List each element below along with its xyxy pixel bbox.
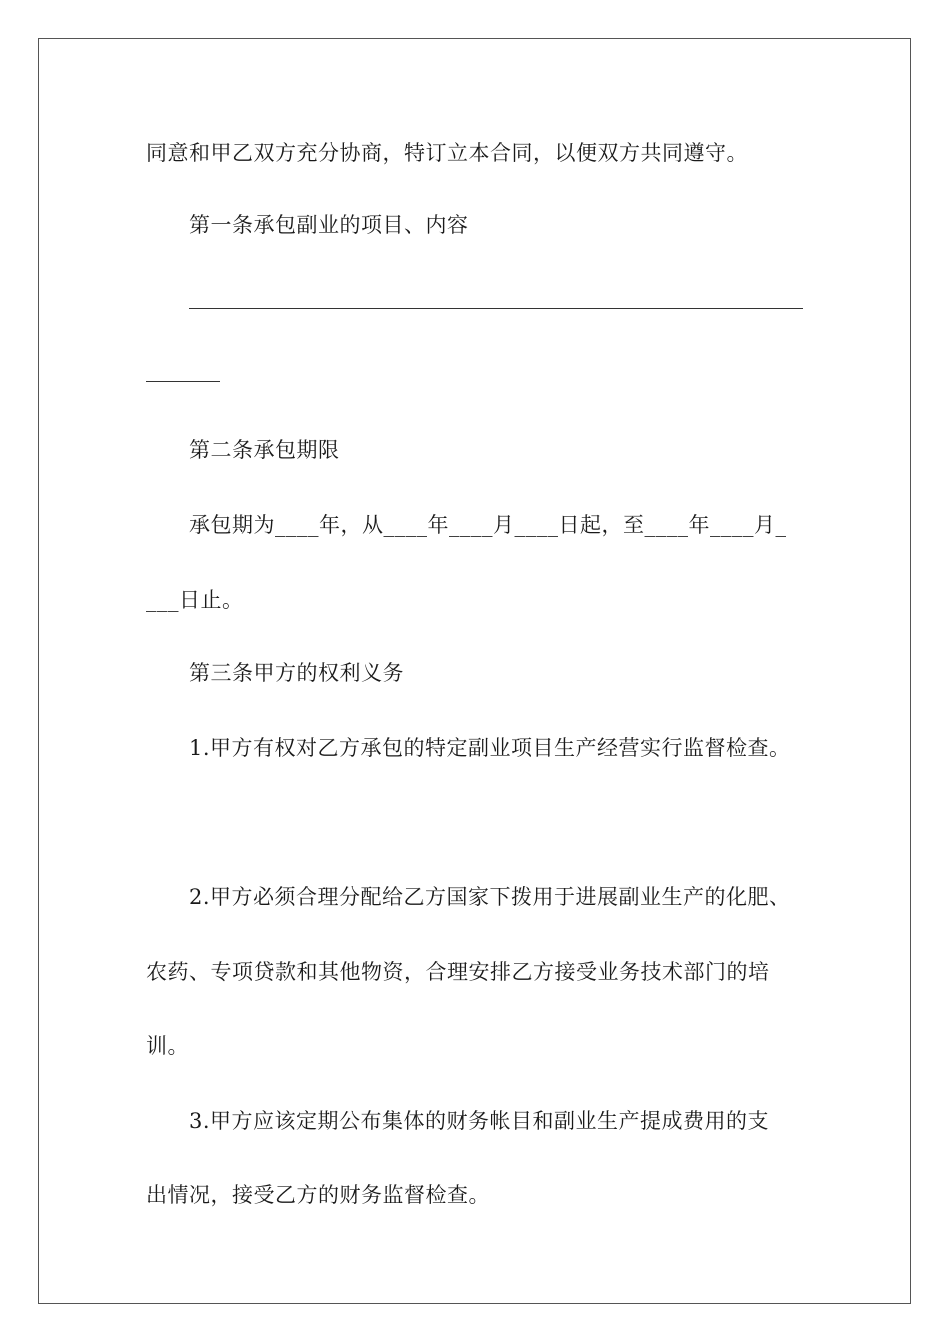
clause-2-line-1: 2.甲方必须合理分配给乙方国家下拨用于进展副业生产的化肥、	[189, 885, 791, 909]
clause-2-line-2: 农药、专项贷款和其他物资，合理安排乙方接受业务技术部门的培	[146, 960, 770, 984]
clause-3-line-1: 3.甲方应该定期公布集体的财务帐目和副业生产提成费用的支	[189, 1109, 770, 1133]
article-3-heading: 第三条甲方的权利义务	[189, 661, 404, 685]
article-1-heading: 第一条承包副业的项目、内容	[189, 213, 469, 237]
contract-term-line-2: ___日止。	[146, 588, 244, 612]
clause-2-line-3: 训。	[146, 1034, 189, 1058]
clause-1-line-1: 1.甲方有权对乙方承包的特定副业项目生产经营实行监督检查。	[189, 736, 791, 760]
clause-3-line-2: 出情况，接受乙方的财务监督检查。	[146, 1183, 490, 1207]
fill-in-blank-line-continued	[146, 381, 220, 382]
fill-in-blank-line	[189, 308, 803, 309]
contract-term-line-1: 承包期为____年，从____年____月____日起，至____年____月_	[189, 513, 787, 537]
paragraph-line-1: 同意和甲乙双方充分协商，特订立本合同，以便双方共同遵守。	[146, 141, 748, 165]
article-2-heading: 第二条承包期限	[189, 438, 340, 462]
